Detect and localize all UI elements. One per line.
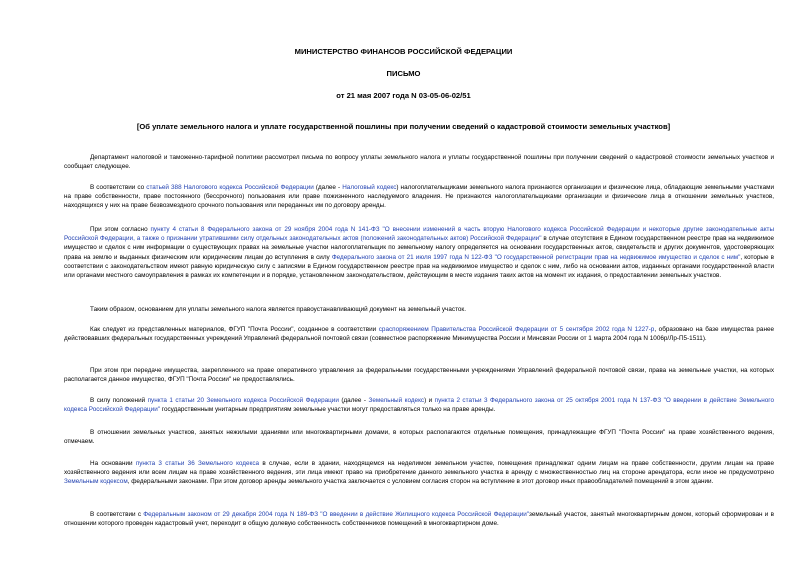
- paragraph-text: в случае, если в здании, находящемся на неделимом земельном участке, помещения принадлежат одним лицам на праве собственности, другим лицам на праве хозяйственного ведения или всем лицам на праве хозяйственного ведения, эти лица имеют право на приобретение данного земельного участка в аренду с множественностью лиц на стороне арендатора, если иное не предусмотрено: [64, 460, 774, 477]
- paragraph-text: ) налогоплательщиками земельного налога признаются организации и физические лица, обладающие земельными участками на праве собственности, праве постоянного (бессрочного) пользования или праве пожизненного наследуемого владения. Не признаются налогоплательщиками организации и физические лица в отношении земельных участков, находящихся у них на праве безвозмездного срочного пользования или переданных им по договору аренды.: [64, 184, 775, 210]
- document-subject: [Об уплате земельного налога и уплате государственной пошлины при получении сведений о кадастровой стоимости земельных участков]: [136, 122, 671, 131]
- paragraph-text: Департамент налоговой и таможенно-тарифной политики рассмотрел письма по вопросу уплаты земельного налога и уплаты государственной пошлины при получении сведений о кадастровой стоимости земельных участков и сообщает следующее.: [64, 154, 774, 171]
- paragraph-text: земельный участок, занятый многоквартирным домом, который сформирован и в отношении которого проведен кадастровый учет, переходит в общую долевую собственность собственников помещений в многоквартирном доме.: [64, 511, 774, 528]
- paragraph-2: [64, 183, 774, 211]
- link-federal-law-141[interactable]: пункту 4 статьи 8 Федерального закона от 29 ноября 2004 года N 141-ФЗ "О внесении изменений в часть вторую Налогового кодекса Российской Федерации и некоторые другие законодательные акты Российской Федерации, а также о признании утратившими силу отдельных законодательных актов (положений законодательных актов) Российской Федерации": [64, 226, 775, 243]
- paragraph-text: , федеральными законами. При этом договор аренды земельного участка заключается с условием согласия сторон на вступление в этот договор иных правообладателей помещений в этом здании.: [127, 478, 714, 486]
- paragraph-text: На основании: [90, 460, 136, 467]
- paragraph-text: (далее -: [338, 397, 369, 404]
- paragraph-text: В силу положений: [90, 397, 148, 404]
- paragraph-text: , образовано на базе имущества ранее действовавших федеральных государственных учреждений Управлений федеральной почтовой связи (совместное распоряжение Минимущества России и Минсвязи России от 1 марта 2004 года N 1006р/Лр-П5-1511).: [64, 326, 775, 343]
- document-date-number: от 21 мая 2007 года N 03-05-06-02/51: [336, 91, 471, 100]
- link-tax-code-article-388[interactable]: статьей 388 Налогового кодекса Российской Федерации: [146, 184, 314, 191]
- link-land-code-2[interactable]: Земельным кодексом: [64, 478, 128, 486]
- paragraph-text: При этом при передаче имущества, закрепленного на праве оперативного управления за федеральными государственными учреждениями Управлений федеральной почтовой связи, права на земельные участки, на которых располагается данное имущество, ФГУП "Почта России" не предоставлялись.: [64, 367, 774, 384]
- paragraph-text: В соответствии со: [90, 184, 147, 191]
- link-government-order-1227[interactable]: сраспоряжением Правительства Российской Федерации от 5 сентября 2002 года N 1227-р: [378, 326, 655, 333]
- link-land-code-article-36[interactable]: пункта 3 статьи 36 Земельного кодекса: [135, 460, 260, 467]
- link-land-code-article-20[interactable]: пункта 1 статьи 20 Земельного кодекса Российской Федерации: [147, 397, 339, 404]
- paragraph-text: Как следует из представленных материалов, ФГУП "Почта России", созданное в соответствии: [90, 326, 379, 333]
- paragraph-text: При этом согласно: [90, 226, 151, 233]
- paragraph-1: [64, 153, 774, 171]
- paragraph-text: , которые в соответствии с законодательством имеют равную юридическую силу с записями в Едином государственном реестре прав на недвижимое имущество и сделок с ним, либо на основании актов, изданных органами государственной власти или органами местного самоуправления в рамках их компетенции и в порядке, установленном законодательством, действующим в месте издания таких актов на момент их издания, о предоставлении земельных участков.: [64, 253, 774, 280]
- link-federal-law-137[interactable]: пункта 2 статьи 3 Федерального закона от 25 октября 2001 года N 137-ФЗ "О введении в действие Земельного кодекса Российской Федерации": [64, 397, 774, 414]
- paragraph-text: в случае отсутствия в Едином государственном реестре прав на недвижимое имущество и сделок с ним информации о существующих правах на земельные участки налогоплательщик по земельному налогу определяется на основании государственных актов, свидетельств и других документов, удостоверяющих права на землю и выданных физическим или юридическим лицам до вступления в силу: [64, 235, 774, 261]
- ministry-title: МИНИСТЕРСТВО ФИНАНСОВ РОССИЙСКОЙ ФЕДЕРАЦИИ: [294, 47, 513, 56]
- paragraph-9: [64, 459, 774, 487]
- paragraph-5: [64, 325, 774, 343]
- paragraph-6: [64, 366, 774, 384]
- link-federal-law-189[interactable]: Федеральным законом от 29 декабря 2004 года N 189-ФЗ "О введении в действие Жилищного кодекса Российской Федерации": [143, 511, 530, 518]
- paragraph-10: [64, 510, 774, 528]
- paragraph-text: ) и: [424, 397, 435, 404]
- paragraph-7: [64, 396, 774, 414]
- document-type: ПИСЬМО: [386, 69, 421, 78]
- paragraph-text: государственным унитарным предприятиям земельные участки могут предоставляться только на праве аренды.: [160, 406, 496, 414]
- link-land-code[interactable]: Земельный кодекс: [368, 397, 425, 404]
- paragraph-3: [64, 225, 774, 280]
- paragraph-4: [64, 305, 774, 314]
- paragraph-text: В соответствии с: [90, 511, 144, 518]
- paragraph-8: [64, 428, 774, 446]
- link-tax-code[interactable]: Налоговый кодекс: [342, 184, 397, 191]
- paragraph-text: В отношении земельных участков, занятых нежилыми зданиями или многоквартирными домами, в которых располагаются отдельные помещения, принадлежащие ФГУП "Почта России" на праве хозяйственного ведения, отмечаем.: [64, 429, 774, 446]
- paragraph-text: Таким образом, основанием для уплаты земельного налога является правоустанавливающий документ на земельный участок.: [90, 306, 466, 313]
- paragraph-text: (далее -: [313, 184, 343, 191]
- link-federal-law-122[interactable]: Федерального закона от 21 июля 1997 года N 122-ФЗ "О государственной регистрации прав на недвижимое имущество и сделок с ним": [331, 253, 741, 261]
